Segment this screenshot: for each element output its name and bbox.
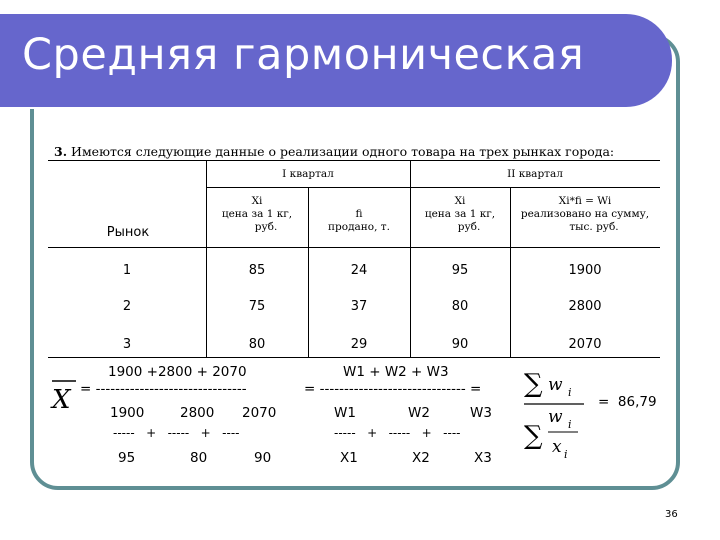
col-header-sold: fi продано, т. <box>328 208 390 233</box>
group-header-q1: I квартал <box>282 168 334 180</box>
problem-number: 3. <box>54 144 68 159</box>
cell-price-q2: 80 <box>451 299 469 314</box>
cell-revenue: 2800 <box>568 299 602 314</box>
cell-market: 1 <box>122 263 132 278</box>
cell-price-q2: 95 <box>451 263 469 278</box>
col-header-price-q2: Xi цена за 1 кг, руб. <box>424 195 496 233</box>
svg-text:∑: ∑ <box>524 369 543 399</box>
mid-den-bottom-3: X3 <box>474 450 492 466</box>
svg-text:∑: ∑ <box>524 421 543 451</box>
cell-market: 3 <box>122 337 132 352</box>
cell-price-q1: 75 <box>248 299 266 314</box>
mid-den-dashes: ----- + ----- + ---- <box>334 426 461 440</box>
left-den-bottom-3: 90 <box>254 450 272 466</box>
svg-text:i: i <box>568 386 572 399</box>
mid-den-top-3: W3 <box>470 405 492 421</box>
cell-sold: 37 <box>350 299 368 314</box>
x-bar-symbol <box>50 378 80 412</box>
col-header-revenue: Xi*fi = Wi реализовано на сумму, тыс. руб. <box>520 195 650 233</box>
left-den-top-1: 1900 <box>110 405 145 421</box>
problem-statement <box>54 144 614 159</box>
cell-price-q1: 80 <box>248 337 266 352</box>
left-den-bottom-1: 95 <box>118 450 136 466</box>
left-den-top-2: 2800 <box>180 405 215 421</box>
svg-text:i: i <box>568 418 572 431</box>
cell-revenue: 1900 <box>568 263 602 278</box>
mid-den-top-1: W1 <box>334 405 356 421</box>
title-underline <box>20 107 636 109</box>
group-header-q2: II квартал <box>507 168 563 180</box>
left-numerator: 1900 +2800 + 2070 <box>108 364 247 380</box>
mid-den-bottom-1: X1 <box>340 450 358 466</box>
problem-text: Имеются следующие данные о реализации одного товара на трех рынках города: <box>71 144 615 159</box>
mid-den-bottom-2: X2 <box>412 450 430 466</box>
row-header-market: Рынок <box>106 225 150 240</box>
cell-market: 2 <box>122 299 132 314</box>
cell-revenue: 2070 <box>568 337 602 352</box>
left-den-dashes: ----- + ----- + ---- <box>113 426 240 440</box>
svg-text:i: i <box>564 448 568 461</box>
mid-fraction-bar: = ------------------------------ = <box>304 381 482 397</box>
svg-text:w: w <box>548 407 563 427</box>
mid-den-top-2: W2 <box>408 405 430 421</box>
cell-price-q2: 90 <box>451 337 469 352</box>
col-header-price-q1: Xi цена за 1 кг, руб. <box>221 195 293 233</box>
left-den-bottom-2: 80 <box>190 450 208 466</box>
svg-text:x: x <box>552 437 562 457</box>
left-den-top-3: 2070 <box>242 405 277 421</box>
cell-sold: 24 <box>350 263 368 278</box>
cell-price-q1: 85 <box>248 263 266 278</box>
result-value: = 86,79 <box>598 394 657 410</box>
page-number: 36 <box>665 509 678 520</box>
harmonic-mean-fraction <box>522 362 592 474</box>
slide-title: Средняя гармоническая <box>22 30 585 80</box>
svg-text:X: X <box>52 385 71 412</box>
left-fraction-bar: = ------------------------------- <box>80 381 247 397</box>
mid-numerator: W1 + W2 + W3 <box>343 364 449 380</box>
cell-sold: 29 <box>350 337 368 352</box>
data-table <box>48 160 660 358</box>
svg-text:w: w <box>548 375 563 395</box>
